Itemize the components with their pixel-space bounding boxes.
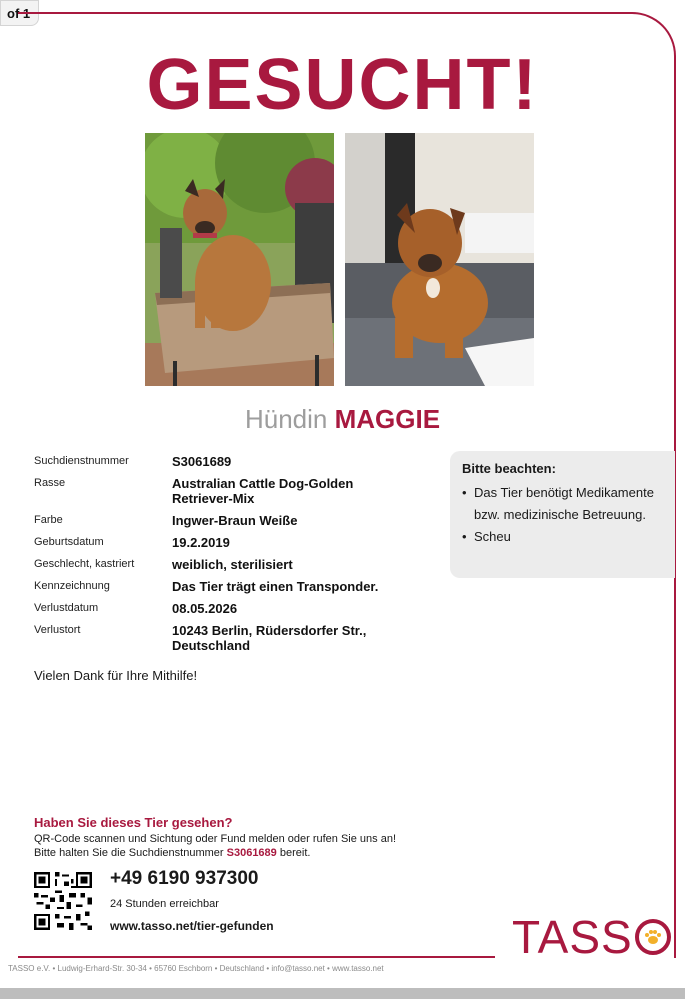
footer-address: TASSO e.V. • Ludwig-Erhard-Str. 30-34 • 65760 Eschborn • Deutschland • info@tasso.net • www.tasso.net bbox=[8, 964, 384, 973]
detail-row-search-number bbox=[34, 454, 454, 469]
detail-row-color bbox=[34, 513, 454, 528]
detail-label: Verlustdatum bbox=[34, 602, 99, 614]
cta-line-2 bbox=[34, 846, 494, 860]
detail-row-breed bbox=[34, 476, 454, 506]
cta-line-2-prefix: Bitte halten Sie die Suchdienstnummer bbox=[34, 847, 224, 859]
detail-label: Suchdienstnummer bbox=[34, 455, 129, 467]
pet-details bbox=[34, 454, 454, 660]
detail-value: Australian Cattle Dog-Golden Retriever-Mix bbox=[172, 476, 354, 506]
detail-row-loss-date bbox=[34, 601, 454, 616]
detail-label: Geschlecht, kastriert bbox=[34, 558, 135, 570]
call-to-action bbox=[34, 815, 494, 860]
page-indicator[interactable]: of 1 bbox=[0, 0, 39, 26]
detail-value: Das Tier trägt einen Transponder. bbox=[172, 579, 379, 594]
detail-value: 08.05.2026 bbox=[172, 601, 238, 616]
detail-value: S3061689 bbox=[172, 454, 232, 469]
found-pet-link[interactable]: www.tasso.net/tier-gefunden bbox=[110, 919, 274, 933]
logo-text: TASS bbox=[512, 911, 633, 963]
pet-name-value: MAGGIE bbox=[334, 404, 441, 434]
detail-value: Ingwer-Braun Weiße bbox=[172, 513, 298, 528]
detail-row-sex bbox=[34, 557, 454, 572]
qr-code-icon[interactable] bbox=[34, 872, 92, 930]
cta-line-2-suffix: bereit. bbox=[279, 847, 311, 859]
notice-title: Bitte beachten: bbox=[462, 461, 556, 476]
dog-photo-indoor bbox=[345, 133, 534, 386]
detail-row-loss-place bbox=[34, 623, 454, 653]
detail-row-marking bbox=[34, 579, 454, 594]
detail-value: weiblich, sterilisiert bbox=[172, 557, 293, 572]
notice-item: • Das Tier benötigt Medikamente bzw. medizinische Betreuung. bbox=[462, 482, 667, 526]
cta-search-number: S3061689 bbox=[226, 847, 277, 859]
notice-list bbox=[462, 482, 667, 548]
detail-label: Rasse bbox=[34, 477, 66, 489]
detail-label: Geburtsdatum bbox=[34, 536, 104, 548]
pet-name bbox=[0, 404, 685, 435]
detail-label: Kennzeichnung bbox=[34, 580, 110, 592]
cta-heading: Haben Sie dieses Tier gesehen? bbox=[34, 815, 233, 830]
notice-box bbox=[450, 451, 675, 578]
viewer-bottom-bar bbox=[0, 988, 685, 999]
notice-item: • Scheu bbox=[462, 526, 667, 548]
paw-icon bbox=[635, 919, 671, 955]
phone-number[interactable]: +49 6190 937300 bbox=[110, 868, 259, 889]
detail-value: 19.2.2019 bbox=[172, 535, 230, 550]
availability-text: 24 Stunden erreichbar bbox=[110, 898, 219, 910]
detail-label: Verlustort bbox=[34, 624, 81, 636]
detail-row-birthdate bbox=[34, 535, 454, 550]
tasso-logo bbox=[512, 912, 671, 962]
detail-value: 10243 Berlin, Rüdersdorfer Str., Deutschland bbox=[172, 623, 367, 653]
dog-photo-outdoor bbox=[145, 133, 334, 386]
pet-sex-label: Hündin bbox=[244, 404, 328, 434]
thanks-text: Vielen Dank für Ihre Mithilfe! bbox=[34, 668, 198, 683]
poster-title: GESUCHT! bbox=[146, 45, 539, 125]
detail-label: Farbe bbox=[34, 514, 63, 526]
cta-line-1: QR-Code scannen und Sichtung oder Fund melden oder rufen Sie uns an! bbox=[34, 833, 397, 845]
poster-frame-bottom bbox=[18, 956, 495, 958]
